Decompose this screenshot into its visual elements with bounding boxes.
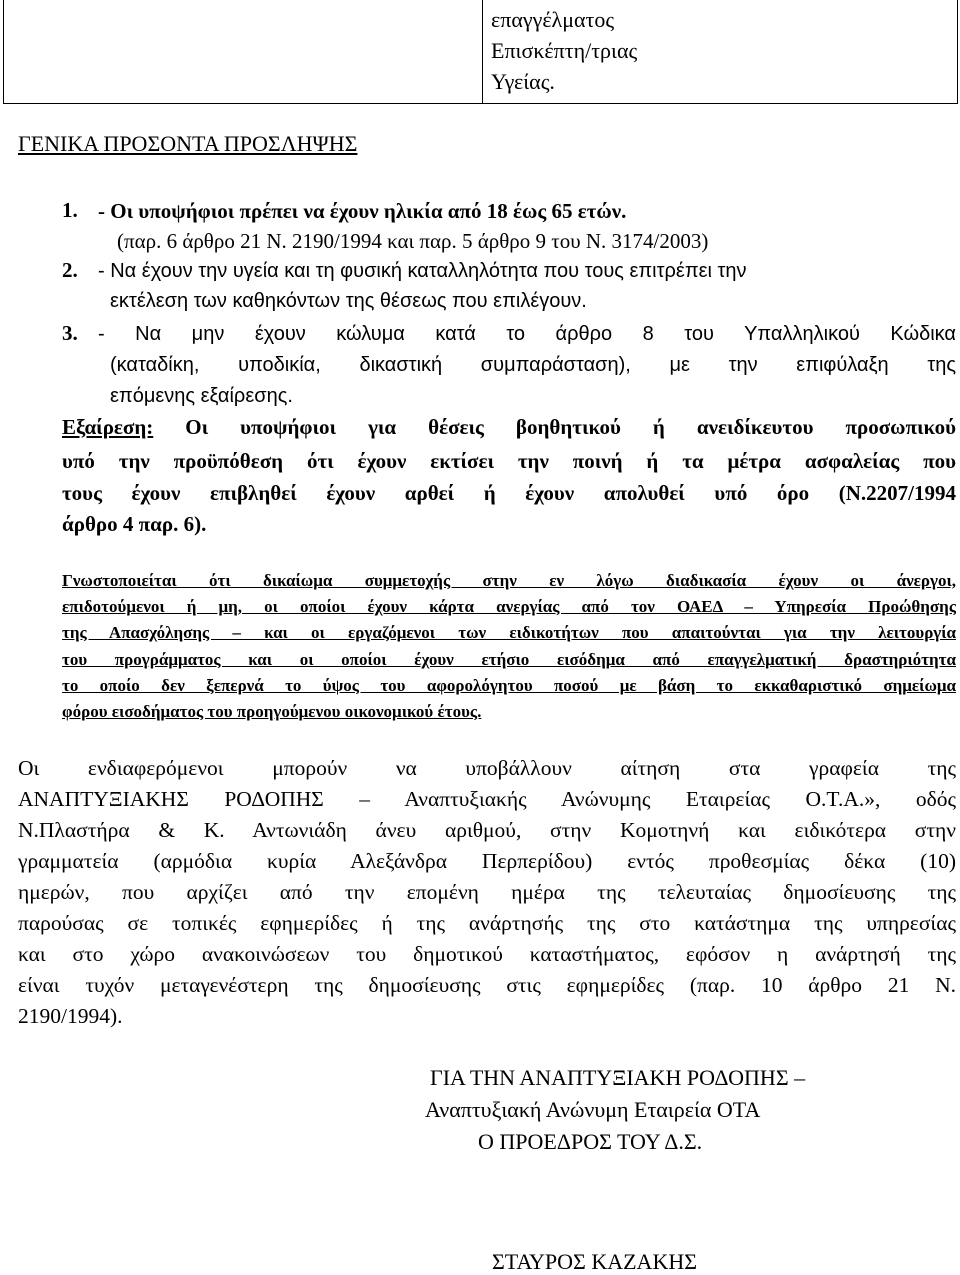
requirement-1-line2: (παρ. 6 άρθρο 21 Ν. 2190/1994 και παρ. 5 άρθρο 9 του Ν. 3174/2003) bbox=[117, 229, 709, 253]
table-cell-line: επαγγέλματος bbox=[491, 7, 615, 32]
signature-name: ΣΤΑΥΡΟΣ ΚΑΖΑΚΗΣ bbox=[492, 1249, 698, 1274]
application-line4: γραμματεία (αρμόδια κυρία Αλεξάνδρα Περπερίδου) εντός προθεσμίας δέκα (10) bbox=[18, 849, 956, 873]
application-line8: είναι τυχόν μεταγενέστερη της δημοσίευσης στις εφημερίδες (παρ. 10 άρθρο 21 Ν. bbox=[18, 973, 956, 997]
item-number: 3. bbox=[62, 321, 78, 345]
table-cell-line: Επισκέπτη/τριας bbox=[491, 38, 638, 63]
application-line6: παρούσας σε τοπικές εφημερίδες ή της ανάρτησής της στο κατάστημα της υπηρεσίας bbox=[18, 911, 956, 935]
requirement-3-line3: επόμενης εξαίρεσης. bbox=[110, 385, 293, 407]
item-number: 1. bbox=[62, 198, 78, 222]
notice-line4: του προγράμματος και οι οποίοι έχουν ετήσιο εισόδημα από επαγγελματική δραστηριότητα bbox=[62, 650, 956, 669]
signature-org-line2: Αναπτυξιακή Ανώνυμη Εταιρεία ΟΤΑ bbox=[425, 1097, 761, 1122]
exception-label: Εξαίρεση: bbox=[62, 415, 154, 439]
exception-text: Οι υποψήφιοι για θέσεις βοηθητικού ή ανειδίκευτου προσωπικού bbox=[185, 415, 956, 439]
notice-line3: της Απασχόλησης – και οι εργαζόμενοι των ειδικοτήτων που απαιτούνται για την λειτουργία bbox=[62, 623, 956, 642]
application-line2: ΑΝΑΠΤΥΞΙΑΚΗΣ ΡΟΔΟΠΗΣ – Αναπτυξιακής Ανώνυμης Εταιρείας Ο.Τ.Α.», οδός bbox=[18, 787, 956, 811]
requirement-3-line2: (καταδίκη, υποδικία, δικαστική συμπαράσταση), με την επιφύλαξη της bbox=[110, 354, 956, 376]
notice-line6: φόρου εισοδήματος του προηγούμενου οικονομικού έτους. bbox=[62, 702, 482, 721]
requirement-2-line1: - Να έχουν την υγεία και τη φυσική καταλληλότητα που τους επιτρέπει την bbox=[98, 260, 747, 282]
item-number: 2. bbox=[62, 258, 78, 282]
requirement-2-line2: εκτέλεση των καθηκόντων της θέσεως που επιλέγουν. bbox=[110, 290, 587, 312]
top-table bbox=[3, 0, 958, 104]
exception-line3: τους έχουν επιβληθεί έχουν αρθεί ή έχουν απολυθεί υπό όρο (Ν.2207/1994 bbox=[62, 481, 956, 505]
signature-title: Ο ΠΡΟΕΔΡΟΣ ΤΟΥ Δ.Σ. bbox=[478, 1129, 703, 1154]
table-divider bbox=[482, 0, 483, 104]
application-line1: Οι ενδιαφερόμενοι μπορούν να υποβάλλουν αίτηση στα γραφεία της bbox=[18, 756, 956, 780]
section-title: ΓΕΝΙΚΑ ΠΡΟΣΟΝΤΑ ΠΡΟΣΛΗΨΗΣ bbox=[18, 131, 358, 156]
exception-line4: άρθρο 4 παρ. 6). bbox=[62, 512, 207, 536]
notice-line2: επιδοτούμενοι ή μη, οι οποίοι έχουν κάρτα ανεργίας από τον ΟΑΕΔ – Υπηρεσία Προώθησης bbox=[62, 597, 956, 616]
exception-line1 bbox=[62, 414, 956, 440]
notice-line5: το οποίο δεν ξεπερνά το ύψος του αφορολόγητου ποσού με βάση το εκκαθαριστικό σημείωμα bbox=[62, 676, 956, 695]
requirement-3-line1: - Να μην έχουν κώλυμα κατά το άρθρο 8 του Υπαλληλικού Κώδικα bbox=[98, 323, 956, 345]
application-line7: και στο χώρο ανακοινώσεων του δημοτικού καταστήματος, εφόσον η ανάρτησή της bbox=[18, 942, 956, 966]
table-cell-line: Υγείας. bbox=[491, 69, 555, 94]
application-line9: 2190/1994). bbox=[18, 1004, 123, 1028]
application-line5: ημερών, που αρχίζει από την επομένη ημέρα της τελευταίας δημοσίευσης της bbox=[18, 880, 956, 904]
requirement-1-line1: - Οι υποψήφιοι πρέπει να έχουν ηλικία από 18 έως 65 ετών. bbox=[98, 199, 627, 223]
application-line3: Ν.Πλαστήρα & Κ. Αντωνιάδη άνευ αριθμού, στην Κομοτηνή και ειδικότερα στην bbox=[18, 818, 956, 842]
signature-org-line1: ΓΙΑ ΤΗΝ ΑΝΑΠΤΥΞΙΑΚΗ ΡΟΔΟΠΗΣ – bbox=[430, 1065, 806, 1090]
exception-line2: υπό την προϋπόθεση ότι έχουν εκτίσει την ποινή ή τα μέτρα ασφαλείας που bbox=[62, 449, 956, 473]
notice-line1: Γνωστοποιείται ότι δικαίωμα συμμετοχής στην εν λόγω διαδικασία έχουν οι άνεργοι, bbox=[62, 571, 956, 590]
